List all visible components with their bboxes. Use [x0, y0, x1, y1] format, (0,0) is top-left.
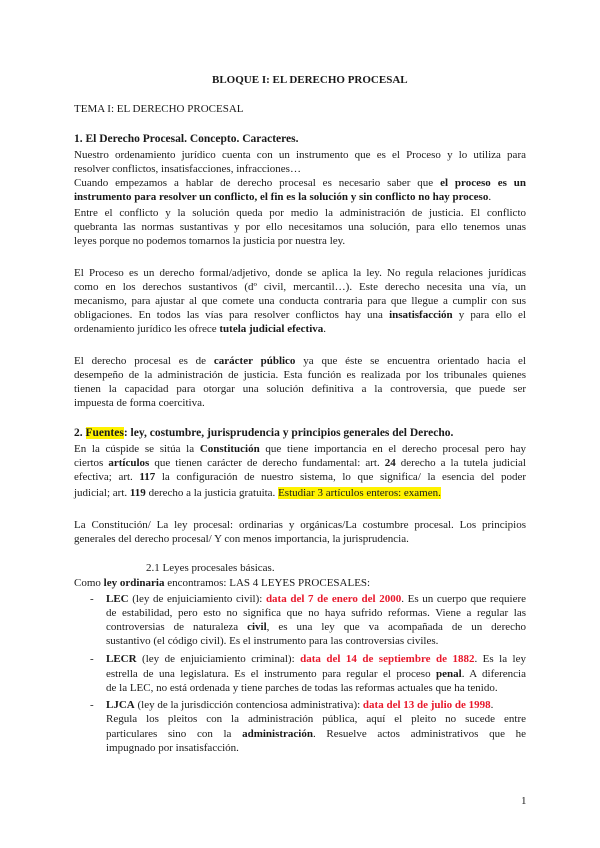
- list-item-lecr: LECR (ley de enjuiciamiento criminal): data del 14 de septiembre de 1882. Es la ley: [106, 653, 526, 665]
- paragraph-line: instrumento para resolver un conflicto, el fin es la solución y sin conflicto no hay proceso.: [74, 191, 492, 203]
- paragraph-line: resolver conflictos, insatisfacciones, infracciones…: [74, 163, 301, 175]
- section-1-heading: 1. El Derecho Procesal. Concepto. Caracteres.: [74, 133, 299, 145]
- paragraph-line: desempeño de la administración de justicia. Esta función es realizada por los tribunales quienes: [74, 369, 526, 381]
- paragraph-line: En la cúspide se sitúa la Constitución que tiene importancia en el derecho procesal pero hay: [74, 443, 527, 455]
- paragraph-line: obligaciones. En todos las vías para resolver conflictos hay una insatisfacción y para ello el: [74, 309, 526, 321]
- paragraph-line: quebranta las normas sustantivas y por ello necesitamos una solución, para ello tenemos unas: [74, 221, 526, 233]
- list-bullet: -: [90, 699, 94, 711]
- paragraph-line: ciertos artículos que tienen carácter de derecho fundamental: art. 24 derecho a la tutela judicial: [74, 457, 526, 469]
- list-item-ljca: LJCA (ley de la jurisdicción contenciosa administrativa): data del 13 de julio de 1998.: [106, 699, 494, 711]
- list-item-line: estrella de una legislatura. Es el instrumento para regular el proceso penal. A diferencia: [106, 668, 526, 680]
- paragraph-line: El derecho procesal es de carácter público ya que éste se encuentra orientado hacia el: [74, 355, 526, 367]
- paragraph-line: como en los derechos sustantivos (dº civil, mercantil…). Este derecho necesita una vía, un: [74, 281, 526, 293]
- tema-heading: TEMA I: EL DERECHO PROCESAL: [74, 103, 244, 115]
- list-item-line: controversias de naturaleza civil, es una ley que va acompañada de un derecho: [106, 621, 526, 633]
- paragraph-line: Entre el conflicto y la solución queda por medio la administración de justicia. El conflicto: [74, 207, 526, 219]
- list-item-line: sustantivo (el código civil). Es el instrumento para las controversias civiles.: [106, 635, 439, 647]
- paragraph-line: mecanismo, para ajustar al que comete una conducta contraria para que llegue a cumplir con sus: [74, 295, 526, 307]
- section-2-heading: 2. Fuentes: ley, costumbre, jurisprudencia y principios generales del Derecho.: [74, 427, 454, 439]
- paragraph-line: generales del derecho procesal/ Y con menos importancia, la jurisprudencia.: [74, 533, 409, 545]
- list-bullet: -: [90, 593, 94, 605]
- paragraph-line: impuesta de forma coercitiva.: [74, 397, 205, 409]
- paragraph-line: El Proceso es un derecho formal/adjetivo, donde se aplica la ley. No regula relaciones jurídicas: [74, 267, 526, 279]
- paragraph-line: Como ley ordinaria encontramos: LAS 4 LEYES PROCESALES:: [74, 577, 371, 589]
- list-item-lec: LEC (ley de enjuiciamiento civil): data del 7 de enero del 2000. Es un cuerpo que requiere: [106, 593, 526, 605]
- paragraph-line: tienen la capacidad para otorgar una solución definitiva a la controversia, que puede ser: [74, 383, 526, 395]
- subsection-heading: 2.1 Leyes procesales básicas.: [146, 562, 275, 574]
- paragraph-line: Nuestro ordenamiento jurídico cuenta con un instrumento que es el Proceso y lo utiliza para: [74, 149, 526, 161]
- document-title: BLOQUE I: EL DERECHO PROCESAL: [212, 74, 408, 86]
- list-bullet: -: [90, 653, 94, 665]
- list-item-line: particulares sino con la administración. Resuelve actos administrativos que he: [106, 728, 527, 740]
- list-item-line: de la LEC, no está ordenada y tiene parches de todas las reformas actuales que ha tenido.: [106, 682, 498, 694]
- paragraph-line: judicial; art. 119 derecho a la justicia gratuita. Estudiar 3 artículos enteros: examen.: [74, 487, 441, 499]
- list-item-line: de estabilidad, pero esto no significa que no haya sufrido reformas. Viene a regular las: [106, 607, 526, 619]
- list-item-line: impugnado por insatisfacción.: [106, 742, 239, 754]
- paragraph-line: leyes porque no podemos tomarnos la justicia por nuestra ley.: [74, 235, 346, 247]
- list-item-line: Regula los pleitos con la administración pública, aquí el pleito no sucede entre: [106, 713, 526, 725]
- paragraph-line: efectiva; art. 117 la configuración de nuestro sistema, lo que significa/ la esencia del poder: [74, 471, 526, 483]
- paragraph-line: ordenamiento jurídico les ofrece tutela judicial efectiva.: [74, 323, 327, 335]
- paragraph-line: La Constitución/ La ley procesal: ordinarias y orgánicas/La costumbre procesal. Los principios: [74, 519, 526, 531]
- paragraph-line: Cuando empezamos a hablar de derecho procesal es necesario saber que el proceso es un: [74, 177, 526, 189]
- page-number: 1: [521, 795, 527, 807]
